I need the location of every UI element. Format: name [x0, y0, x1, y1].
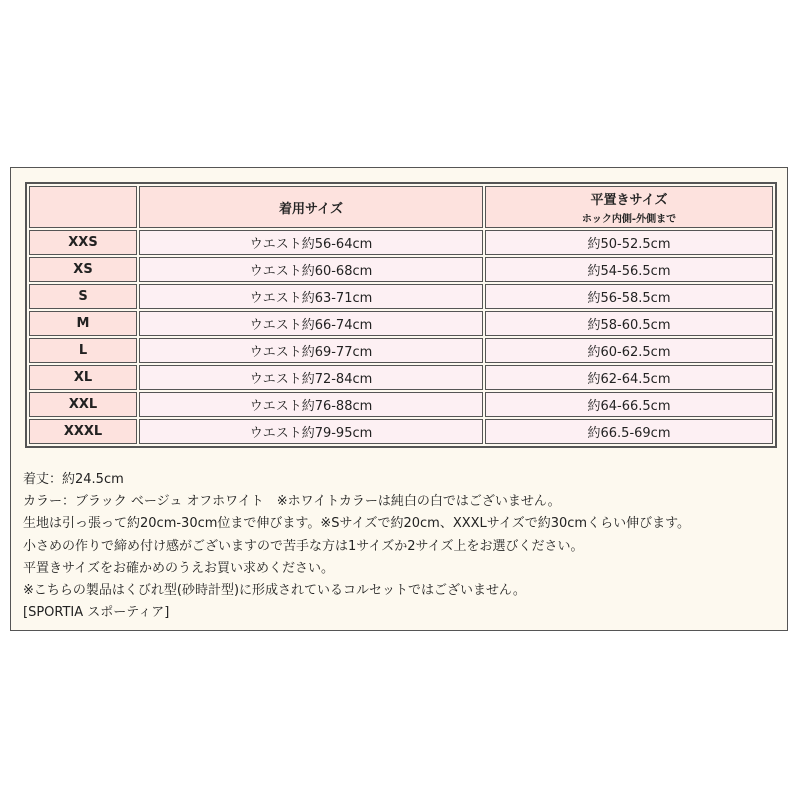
table-header-row [29, 186, 773, 228]
note-line: 着丈：約24.5cm [23, 472, 124, 487]
waist-value: ウエスト約60-68cm [139, 257, 483, 282]
size-label: XL [29, 365, 137, 390]
size-label: M [29, 311, 137, 336]
header-flat-size-title: 平置きサイズ [590, 193, 668, 208]
table-row [29, 392, 773, 417]
flat-value: 約66.5-69cm [485, 419, 773, 444]
note-line: ※こちらの製品はくびれ型(砂時計型)に形成されているコルセットではございません。 [23, 583, 526, 599]
size-label: XS [29, 257, 137, 282]
table-row [29, 419, 773, 444]
size-label: XXL [29, 392, 137, 417]
table-row [29, 257, 773, 282]
table-row [29, 284, 773, 309]
flat-value: 約56-58.5cm [485, 284, 773, 309]
waist-value: ウエスト約69-77cm [139, 338, 483, 363]
size-chart-panel [10, 167, 788, 631]
size-table [25, 182, 777, 448]
size-label: S [29, 284, 137, 309]
waist-value: ウエスト約76-88cm [139, 392, 483, 417]
flat-value: 約58-60.5cm [485, 311, 773, 336]
note-line: 平置きサイズをお確かめのうえお買い求めください。 [23, 560, 334, 576]
size-label: XXS [29, 230, 137, 255]
product-notes [23, 469, 690, 624]
table-row [29, 365, 773, 390]
note-line: カラー：ブラック ベージュ オフホワイト ※ホワイトカラーは純白の白ではございません。 [23, 494, 561, 510]
flat-value: 約62-64.5cm [485, 365, 773, 390]
waist-value: ウエスト約63-71cm [139, 284, 483, 309]
waist-value: ウエスト約66-74cm [139, 311, 483, 336]
table-row [29, 338, 773, 363]
table-row [29, 311, 773, 336]
header-flat-size [485, 186, 773, 228]
header-empty-cell [29, 186, 137, 228]
flat-value: 約54-56.5cm [485, 257, 773, 282]
size-label: XXXL [29, 419, 137, 444]
header-flat-size-sub: ホック内側-外側まで [581, 214, 677, 225]
waist-value: ウエスト約56-64cm [139, 230, 483, 255]
header-wear-size: 着用サイズ [139, 186, 483, 228]
flat-value: 約50-52.5cm [485, 230, 773, 255]
flat-value: 約60-62.5cm [485, 338, 773, 363]
waist-value: ウエスト約79-95cm [139, 419, 483, 444]
note-line: [SPORTIA スポーティア] [23, 605, 170, 621]
waist-value: ウエスト約72-84cm [139, 365, 483, 390]
flat-value: 約64-66.5cm [485, 392, 773, 417]
table-row [29, 230, 773, 255]
note-line: 小さめの作りで締め付け感がございますので苦手な方は1サイズか2サイズ上をお選びください。 [23, 538, 584, 554]
note-line: 生地は引っ張って約20cm-30cm位まで伸びます。※Sサイズで約20cm、XXXLサイズで約30cmくらい伸びます。 [23, 516, 691, 532]
size-label: L [29, 338, 137, 363]
